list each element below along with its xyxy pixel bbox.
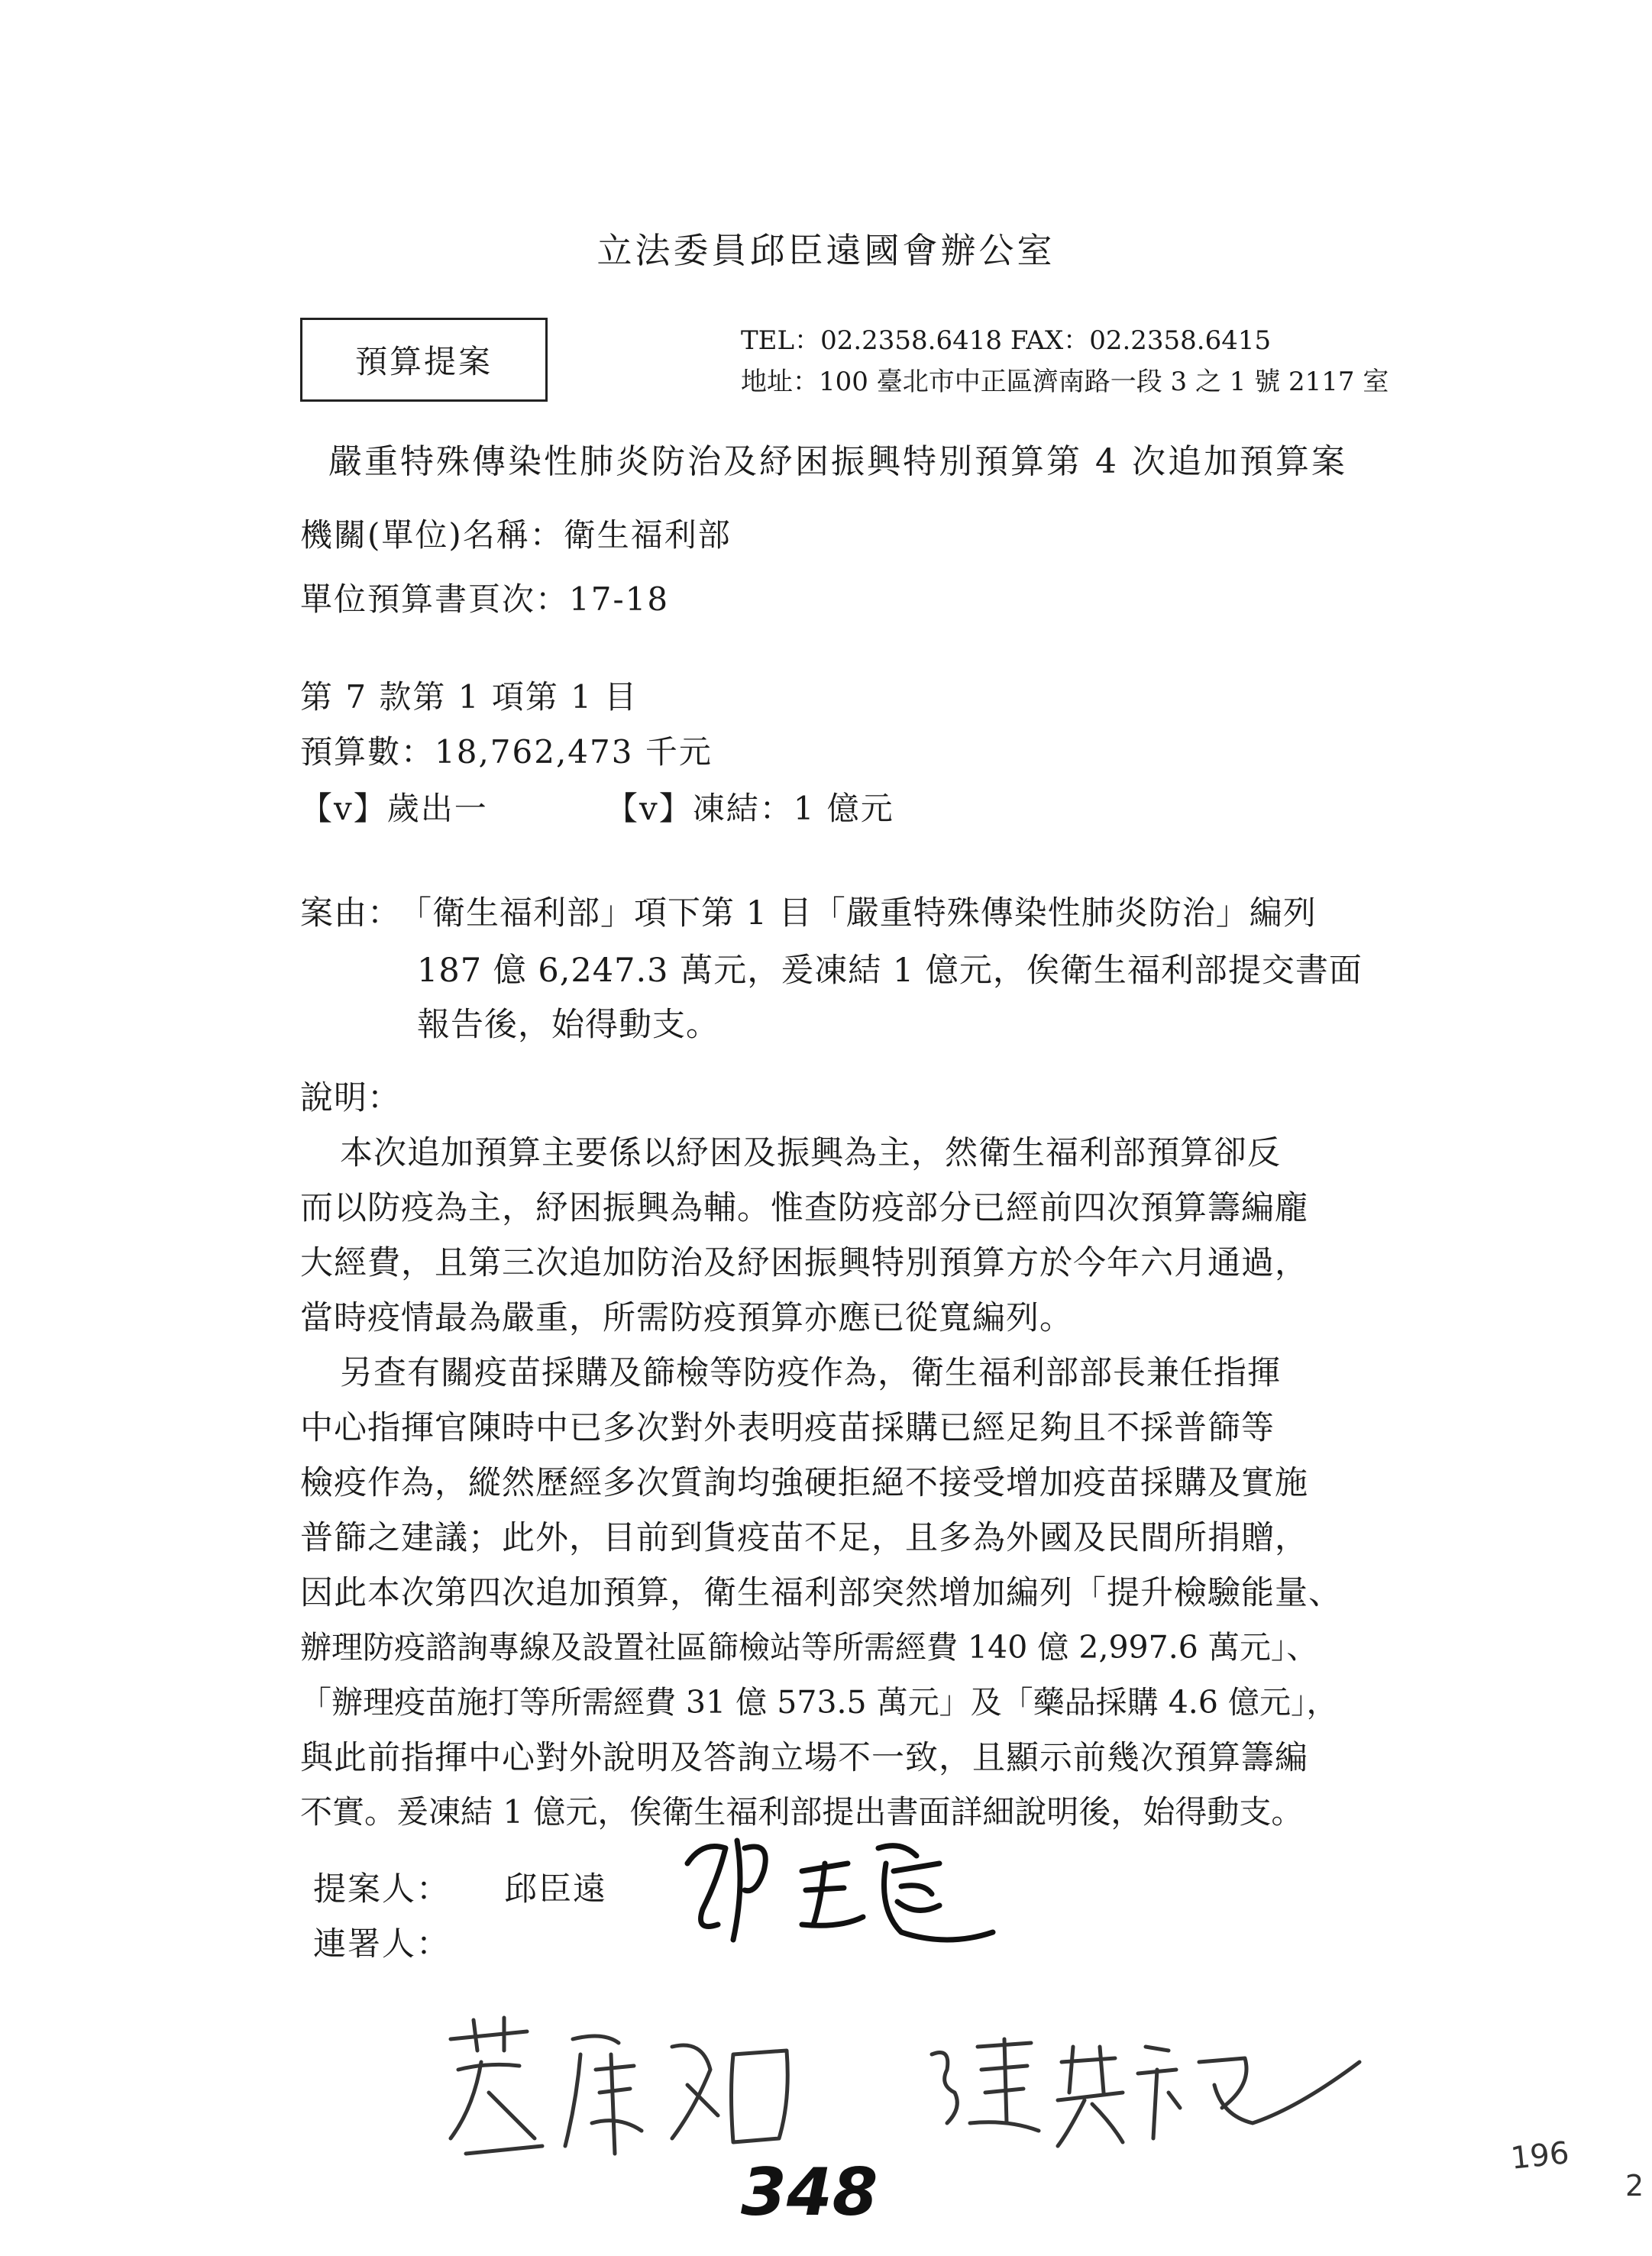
case-line-1: 「衛生福利部」項下第 1 目「嚴重特殊傳染性肺炎防治」編列 <box>399 894 1317 932</box>
para2-line-8: 與此前指揮中心對外說明及答詢立場不一致，且顯示前幾次預算籌編 <box>300 1739 1308 1777</box>
doc-type-label: 預算提案 <box>354 343 493 380</box>
corner-mark: 2 <box>1625 2169 1644 2203</box>
contact-tel-fax: TEL：02.2358.6418 FAX：02.2358.6415 <box>741 325 1272 356</box>
proposal-subject: 嚴重特殊傳染性肺炎防治及紓困振興特別預算第 4 次追加預算案 <box>328 442 1347 481</box>
office-title: 立法委員邱臣遠國會辦公室 <box>596 230 1056 271</box>
para2-line-3: 檢疫作為，縱然歷經多次質詢均強硬拒絕不接受增加疫苗採購及實施 <box>300 1464 1308 1502</box>
checkbox-expenditure: 【v】歲出一 <box>300 790 488 827</box>
item-field: 第 7 款第 1 項第 1 目 <box>300 678 638 716</box>
proposer-name: 邱臣遠 <box>504 1870 607 1909</box>
contact-address: 地址：100 臺北市中正區濟南路一段 3 之 1 號 2117 室 <box>741 367 1389 397</box>
handwritten-number-text: 348 <box>741 2154 878 2230</box>
page-number: 196 <box>1508 2135 1571 2177</box>
para2-line-6: 辦理防疫諮詢專線及設置社區篩檢站等所需經費 140 億 2,997.6 萬元」、 <box>300 1629 1318 1666</box>
para2-line-4: 普篩之建議；此外，目前到貨疫苗不足，且多為外國及民間所捐贈， <box>300 1519 1308 1557</box>
para2-line-5: 因此本次第四次追加預算，衛生福利部突然增加編列「提升檢驗能量、 <box>300 1574 1342 1612</box>
page-ref-field: 單位預算書頁次：17-18 <box>300 580 670 618</box>
para2-line-1: 另查有關疫苗採購及篩檢等防疫作為，衛生福利部部長兼任指揮 <box>340 1354 1281 1392</box>
doc-type-box <box>300 318 548 402</box>
para2-line-2: 中心指揮官陳時中已多次對外表明疫苗採購已經足夠且不採普篩等 <box>300 1409 1275 1447</box>
para1-line-4: 當時疫情最為嚴重，所需防疫預算亦應已從寬編列。 <box>300 1299 1073 1337</box>
para2-line-7: 「辦理疫苗施打等所需經費 31 億 573.5 萬元」及「藥品採購 4.6 億元」， <box>300 1684 1338 1721</box>
amount-field: 預算數：18,762,473 千元 <box>300 733 713 771</box>
para1-line-1: 本次追加預算主要係以紓困及振興為主，然衛生福利部預算卻反 <box>340 1134 1281 1172</box>
agency-field: 機關(單位)名稱：衛生福利部 <box>300 516 732 554</box>
cosigner-label: 連署人： <box>313 1925 451 1963</box>
para2-line-9: 不實。爰凍結 1 億元，俟衛生福利部提出書面詳細說明後，始得動支。 <box>300 1793 1304 1831</box>
case-label: 案由： <box>300 894 401 932</box>
explanation-label: 說明： <box>300 1079 401 1117</box>
handwritten-number-348 <box>733 2146 901 2230</box>
case-line-3: 報告後，始得動支。 <box>417 1006 719 1044</box>
checkbox-freeze: 【v】凍結：1 億元 <box>606 790 894 827</box>
para1-line-3: 大經費，且第三次追加防治及紓困振興特別預算方於今年六月通過， <box>300 1244 1308 1282</box>
signature-qiu-chenyuan <box>672 1818 1008 1963</box>
case-line-2: 187 億 6,247.3 萬元，爰凍結 1 億元，俟衛生福利部提交書面 <box>417 952 1363 990</box>
signature-zhang-qilu <box>917 2016 1375 2154</box>
signature-cai-biru <box>428 2009 825 2169</box>
proposer-label: 提案人： <box>313 1870 451 1909</box>
para1-line-2: 而以防疫為主，紓困振興為輔。惟查防疫部分已經前四次預算籌編龐 <box>300 1189 1308 1227</box>
